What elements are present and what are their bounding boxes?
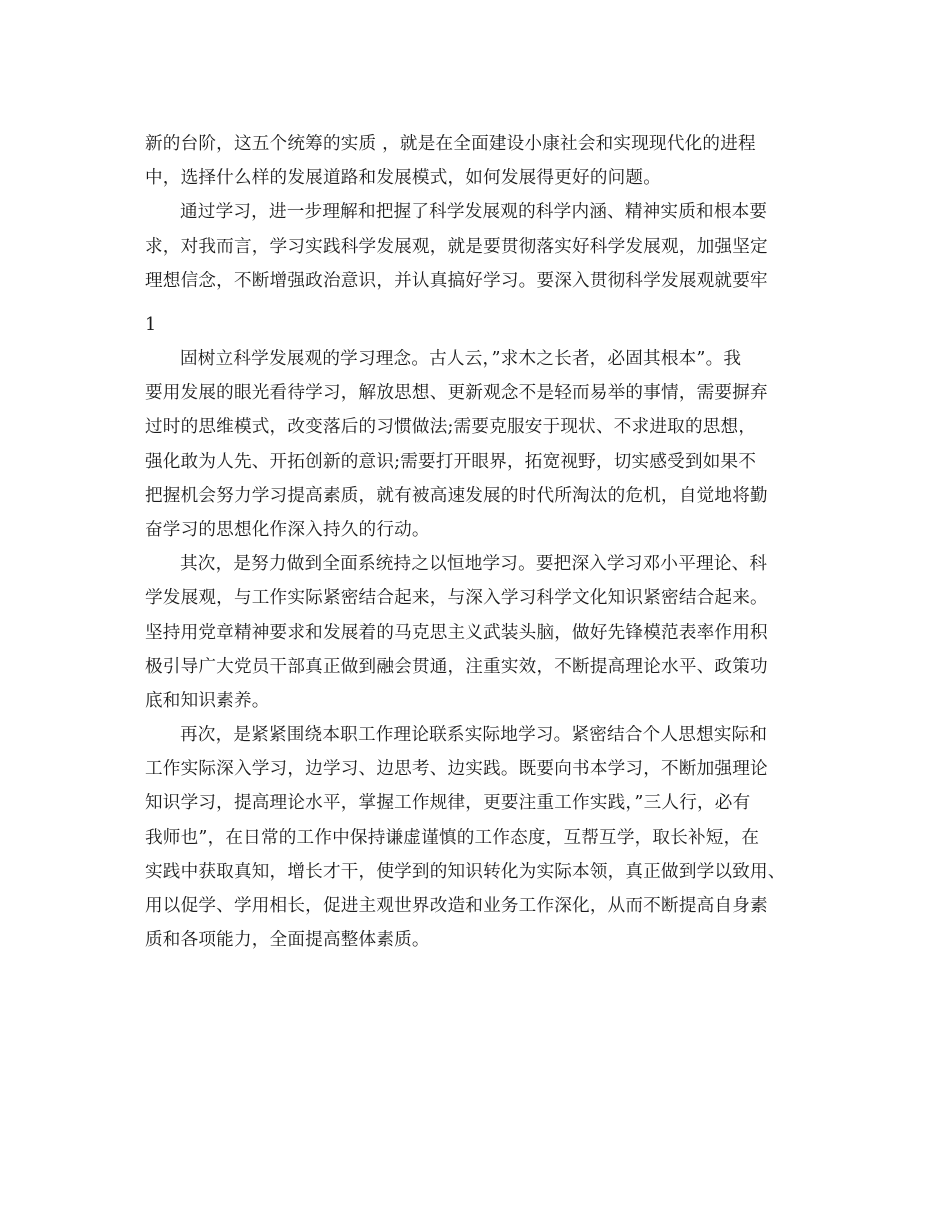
text-line: 奋学习的思想化作深入持久的行动。 — [145, 519, 430, 540]
text-line: 理想信念，不断增强政治意识，并认真搞好学习。要深入贯彻科学发展观就要牢 — [145, 270, 768, 291]
text-line: 知识学习，提高理论水平，掌握工作规律，更要注重工作实践，”三人行，必有 — [145, 793, 751, 814]
text-line: 过时的思维模式，改变落后的习惯做法;需要克服安于现状、不求进取的思想， — [145, 417, 757, 438]
text-line: 坚持用党章精神要求和发展着的马克思主义武装头脑，做好先锋模范表率作用积 — [145, 622, 768, 643]
text-line: 底和知识素养。 — [145, 690, 270, 711]
text-line: 求，对我而言，学习实践科学发展观，就是要贯彻落实好科学发展观，加强坚定 — [145, 236, 768, 257]
paragraph-start-line: 再次，是紧紧围绕本职工作理论联系实际地学习。紧密结合个人思想实际和 — [180, 725, 768, 746]
text-line: 新的台阶，这五个统筹的实质 ，就是在全面建设小康社会和实现现代化的进程 — [145, 134, 756, 154]
text-line: 学发展观，与工作实际紧密结合起来，与深入学习科学文化知识紧密结合起来。 — [145, 588, 768, 609]
text-line: 工作实际深入学习，边学习、边思考、边实践。既要向书本学习，不断加强理论 — [145, 759, 768, 780]
text-line: 极引导广大党员干部真正做到融会贯通，注重实效，不断提高理论水平、政策功 — [145, 656, 768, 677]
text-line: 要用发展的眼光看待学习，解放思想、更新观念不是轻而易举的事情，需要摒弃 — [145, 383, 768, 404]
page-number: 1 — [145, 315, 157, 335]
text-block-top — [145, 127, 825, 298]
text-line: 用以促学、学用相长，促进主观世界改造和业务工作深化，从而不断提高自身素 — [145, 896, 768, 916]
paragraph-start-line: 其次，是努力做到全面系统持之以恒地学习。要把深入学习邓小平理论、科 — [180, 554, 768, 575]
text-line: 我师也”，在日常的工作中保持谦虚谨慎的工作态度，互帮互学，取长补短，在 — [145, 827, 760, 848]
paragraph-start-line: 通过学习，进一步理解和把握了科学发展观的科学内涵、精神实质和根本要 — [180, 202, 768, 223]
paragraph-start-line: 固树立科学发展观的学习理念。古人云，”求木之长者，必固其根本”。我 — [180, 349, 742, 369]
text-line: 中，选择什么样的发展道路和发展模式，如何发展得更好的问题。 — [145, 168, 662, 189]
text-line: 实践中获取真知，增长才干，使学到的知识转化为实际本领，真正做到学以致用、 — [145, 861, 786, 882]
text-line: 质和各项能力，全面提高整体素质。 — [145, 930, 430, 951]
text-line: 强化敢为人先、开拓创新的意识;需要打开眼界，拓宽视野，切实感受到如果不 — [145, 451, 757, 472]
text-line: 把握机会努力学习提高素质，就有被高速发展的时代所淘汰的危机，自觉地将勤 — [145, 485, 768, 506]
text-block-main — [145, 342, 825, 957]
